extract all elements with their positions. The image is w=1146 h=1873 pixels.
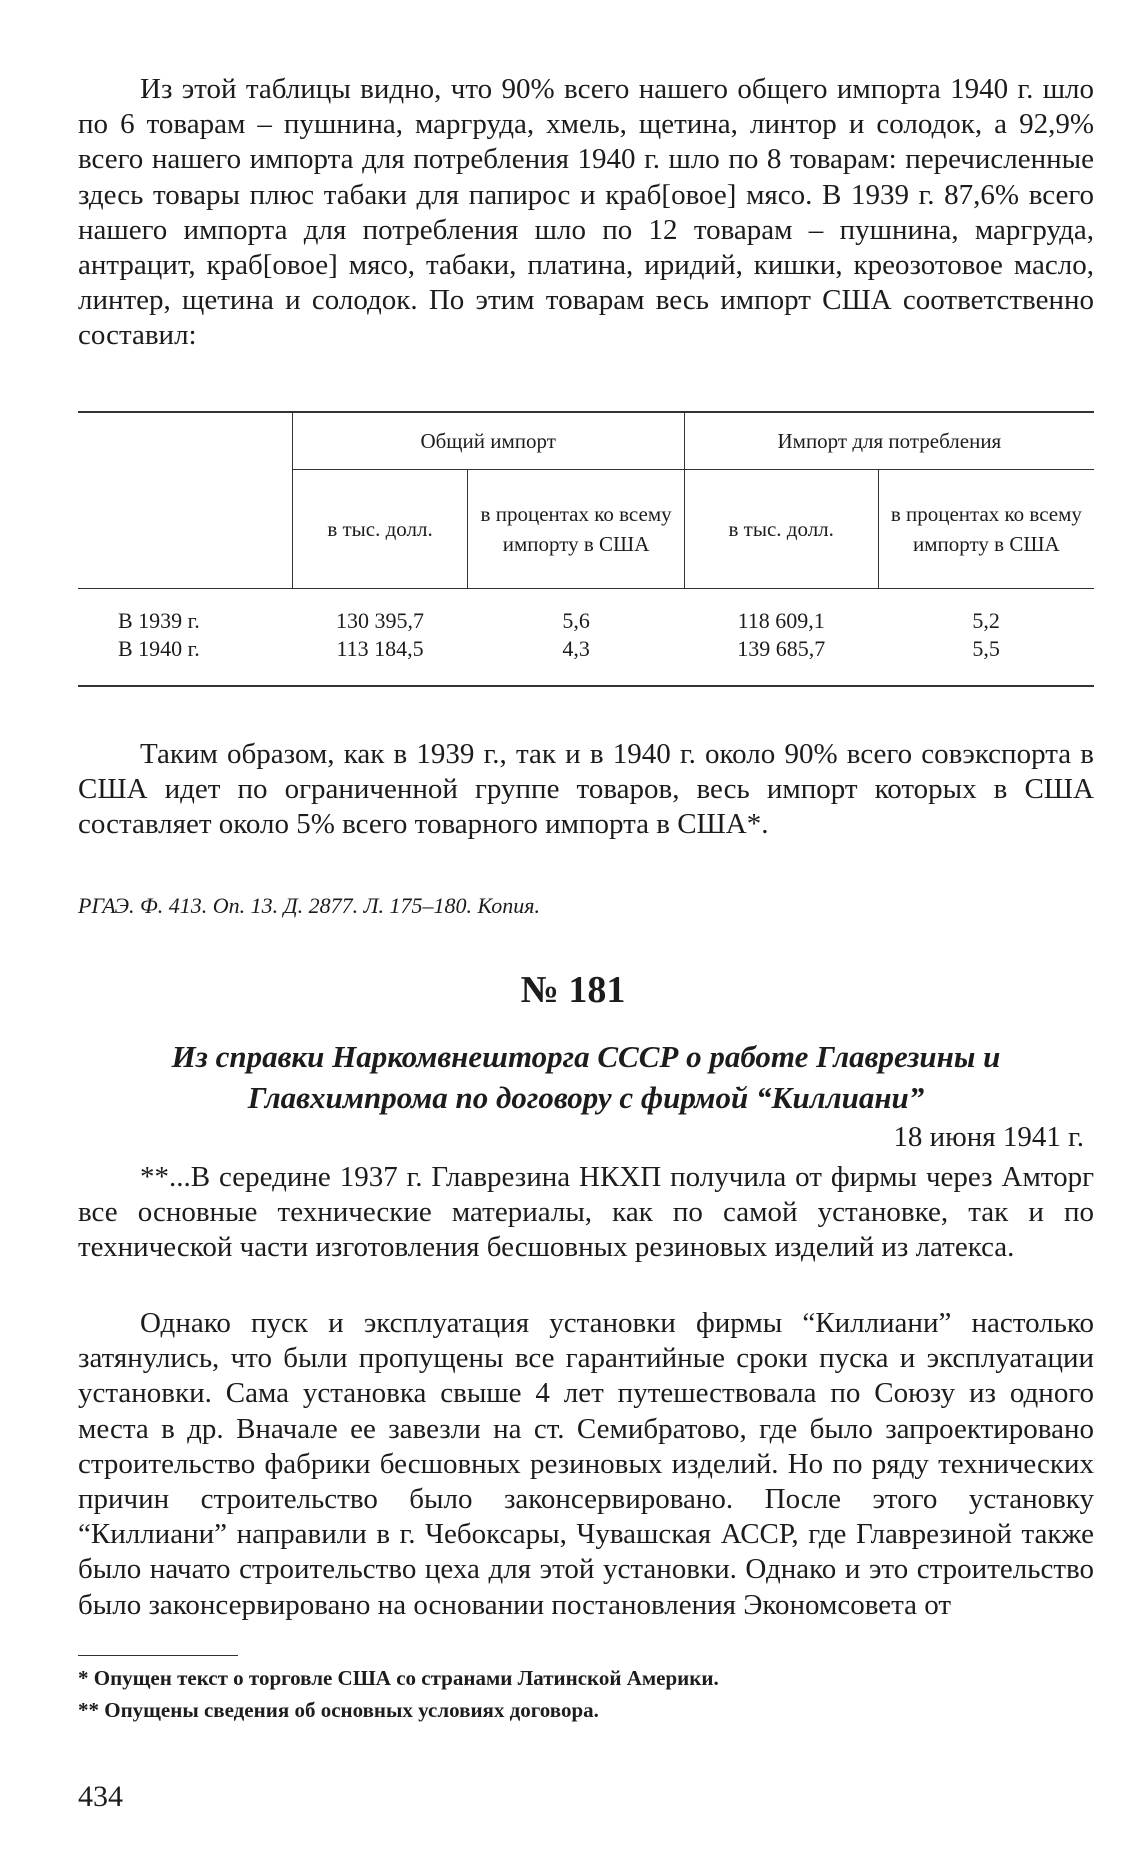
header-consumption-import: Импорт для потребления bbox=[684, 412, 1094, 470]
footnote-divider bbox=[78, 1655, 238, 1656]
subheader-consumption-thousands: в тыс. долл. bbox=[684, 470, 878, 589]
header-general-import: Общий импорт bbox=[292, 412, 684, 470]
body-paragraph-1: **...В середине 1937 г. Главрезина НКХП получила от фирмы через Амторг все основные технические материалы, как по самой установке, так и по технической части изготовления бесшовных резиновых изделий из латекса. bbox=[78, 1161, 1094, 1264]
table-row bbox=[78, 589, 1094, 636]
subheader-consumption-percent: в процентах ко всему импорту в США bbox=[878, 470, 1094, 589]
general-thousands: 130 395,7 bbox=[336, 608, 425, 633]
general-thousands: 113 184,5 bbox=[292, 635, 468, 686]
import-table bbox=[78, 411, 1094, 687]
general-percent: 4,3 bbox=[468, 635, 684, 686]
subheader-general-thousands: в тыс. долл. bbox=[292, 470, 468, 589]
body-paragraph-2: Однако пуск и эксплуатация установки фирмы “Киллиани” настолько затянулись, что были пропущены все гарантийные сроки пуска и эксплуатации установки. Сама установка свыше 4 лет путешествовала по Союзу из одного места в др. Вначале ее завезли на ст. Семибратово, где было запроектировано строительство фабрики бесшовных резиновых изделий. Но по ряду технических причин строительство было законсервировано. После этого установку “Киллиани” направили в г. Чебоксары, Чувашская АССР, где Главрезиной также было начато строительство цеха для этой установки. Однако и это строительство было законсервировано на основании постановления Экономсовета от bbox=[78, 1307, 1094, 1621]
consumption-percent: 5,5 bbox=[878, 635, 1094, 686]
table-row bbox=[78, 635, 1094, 686]
general-percent: 5,6 bbox=[562, 608, 590, 633]
footnote-1: * Опущен текст о торговле США со странами Латинской Америки. bbox=[78, 1666, 719, 1690]
consumption-thousands: 118 609,1 bbox=[737, 608, 825, 633]
intro-paragraph: Из этой таблицы видно, что 90% всего нашего общего импорта 1940 г. шло по 6 товарам – пушнина, маргруда, хмель, щетина, линтор и солодок, а 92,9% всего нашего импорта для потребления 1940 г. шло по 8 товарам: перечисленные здесь товары плюс табаки для папирос и краб[овое] мясо. В 1939 г. 87,6% всего нашего импорта для потребления шло по 12 товарам – пушнина, маргруда, антрацит, краб[овое] мясо, табаки, платина, иридий, кишки, креозотовое масло, линтер, щетина и солодок. По этим товарам весь импорт США соответственно составил: bbox=[78, 73, 1094, 352]
page-number: 434 bbox=[78, 1780, 123, 1813]
document-title: Из справки Наркомвнешторга СССР о работе Главрезины и Главхимпрома по договору с фирмой “Киллиани” bbox=[171, 1039, 1001, 1115]
conclusion-paragraph: Таким образом, как в 1939 г., так и в 1940 г. около 90% всего совэкспорта в США идет по ограниченной группе товаров, весь импорт которых в США составляет около 5% всего товарного импорта в США*. bbox=[78, 738, 1094, 841]
consumption-percent: 5,2 bbox=[972, 608, 1000, 633]
consumption-thousands: 139 685,7 bbox=[684, 635, 878, 686]
document-date: 18 июня 1941 г. bbox=[893, 1121, 1084, 1153]
archive-source: РГАЭ. Ф. 413. Оп. 13. Д. 2877. Л. 175–180. Копия. bbox=[78, 893, 541, 918]
row-year: В 1939 г. bbox=[118, 608, 200, 633]
document-number: № 181 bbox=[520, 969, 626, 1011]
subheader-general-percent: в процентах ко всему импорту в США bbox=[468, 470, 684, 589]
table-corner-cell bbox=[78, 412, 292, 589]
footnote-2: ** Опущены сведения об основных условиях договора. bbox=[78, 1698, 599, 1722]
row-year: В 1940 г. bbox=[78, 635, 292, 686]
